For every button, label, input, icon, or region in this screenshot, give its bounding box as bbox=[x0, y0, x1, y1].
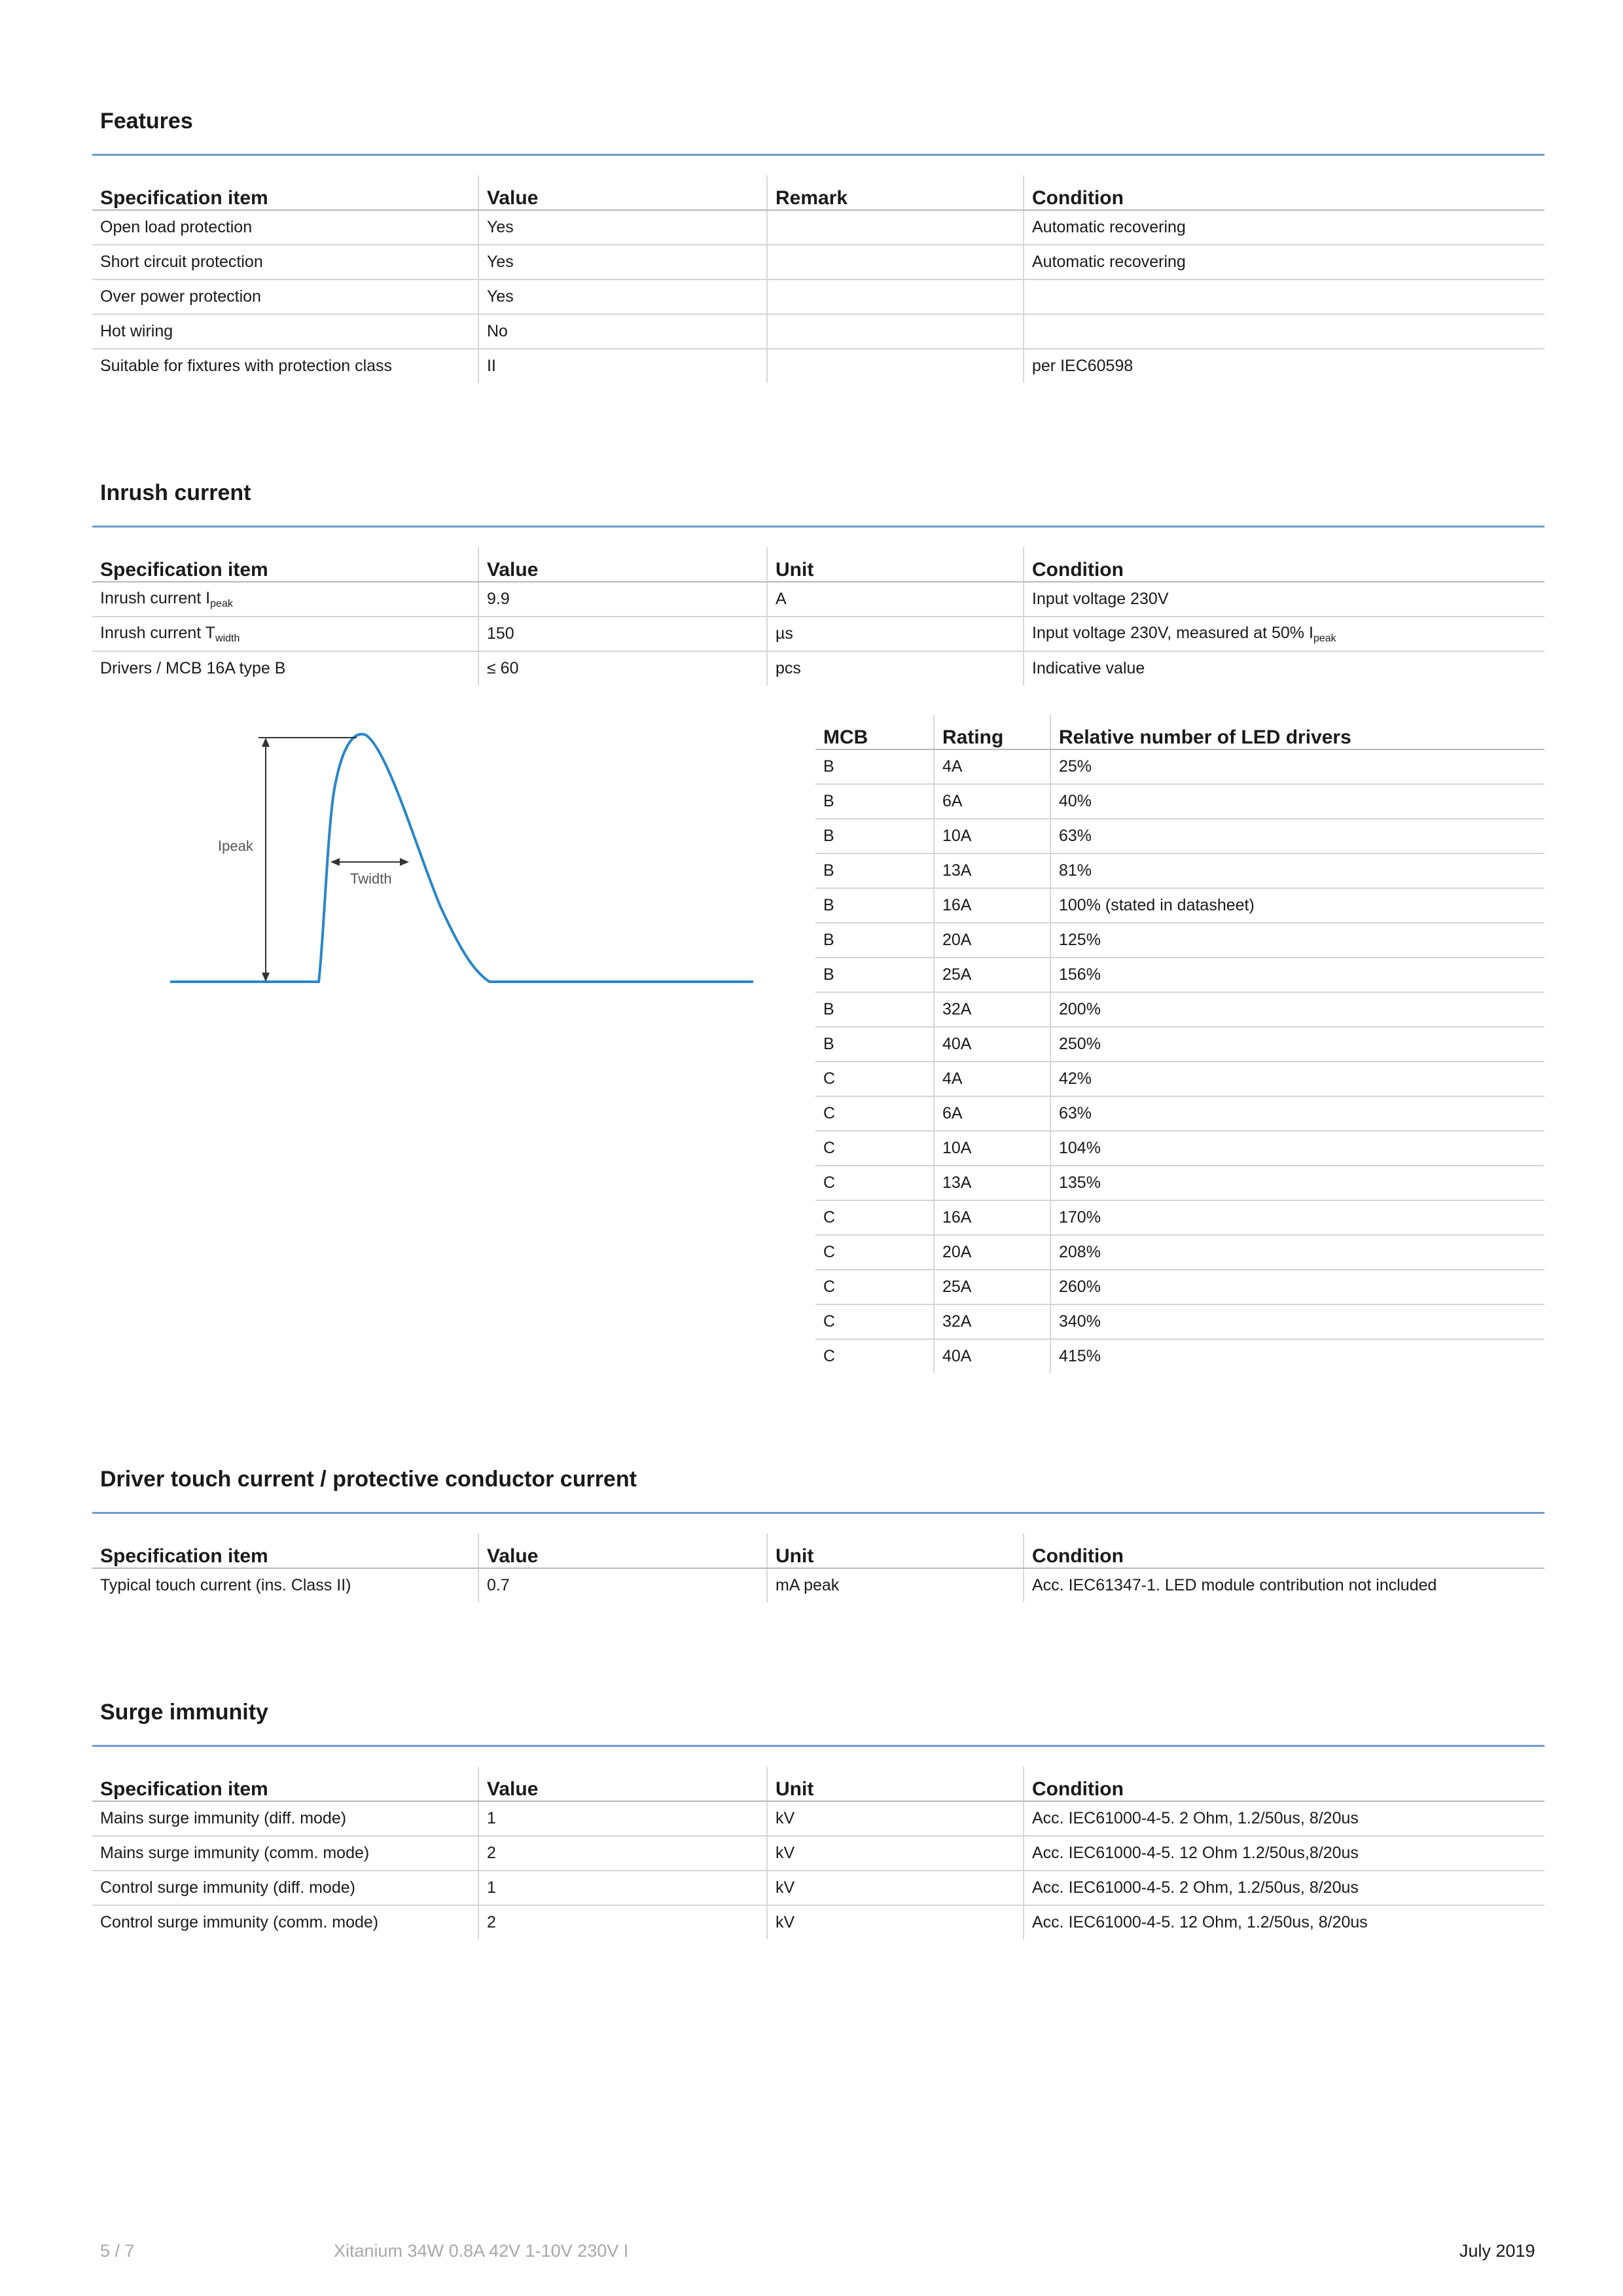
unit-cell: kV bbox=[767, 1905, 1024, 1939]
table-row bbox=[92, 279, 1544, 314]
condition-cell: Acc. IEC61000-4-5. 2 Ohm, 1.2/50us, 8/20us bbox=[1024, 1801, 1544, 1836]
mcb-rating-cell: 20A bbox=[934, 923, 1050, 958]
relative-drivers-cell: 104% bbox=[1050, 1131, 1544, 1166]
spec-item-cell: Open load protection bbox=[92, 210, 478, 245]
inrush-header-value: Value bbox=[478, 547, 767, 582]
relative-drivers-cell: 415% bbox=[1050, 1339, 1544, 1373]
unit-cell: A bbox=[767, 582, 1024, 617]
spec-item-cell-text: Inrush current T bbox=[100, 623, 216, 642]
surge-header-condition: Condition bbox=[1024, 1767, 1544, 1801]
table-row bbox=[815, 1270, 1544, 1304]
remark-cell bbox=[767, 279, 1024, 314]
mcb-type-cell: B bbox=[815, 784, 934, 819]
surge-header-item: Specification item bbox=[92, 1767, 478, 1801]
value-cell: 1 bbox=[478, 1871, 767, 1905]
mcb-rating-cell: 32A bbox=[934, 1304, 1050, 1339]
relative-drivers-cell: 208% bbox=[1050, 1235, 1544, 1270]
mcb-type-cell: B bbox=[815, 992, 934, 1027]
table-row bbox=[92, 617, 1544, 651]
twidth-label: Twidth bbox=[350, 870, 392, 887]
surge-immunity-table bbox=[92, 1767, 1544, 1939]
spec-item-cell: Mains surge immunity (diff. mode) bbox=[92, 1801, 478, 1836]
footer-product-name: Xitanium 34W 0.8A 42V 1-10V 230V I bbox=[334, 2241, 629, 2261]
table-row bbox=[815, 992, 1544, 1027]
touch-current-divider bbox=[92, 1512, 1544, 1514]
relative-drivers-cell: 260% bbox=[1050, 1270, 1544, 1304]
mcb-type-cell: C bbox=[815, 1096, 934, 1131]
remark-cell bbox=[767, 245, 1024, 279]
table-row bbox=[92, 1568, 1544, 1602]
value-cell: 2 bbox=[478, 1905, 767, 1939]
features-divider bbox=[92, 154, 1544, 156]
spec-item-cell bbox=[92, 651, 478, 685]
relative-drivers-cell: 200% bbox=[1050, 992, 1544, 1027]
mcb-header-type: MCB bbox=[815, 715, 934, 749]
table-row bbox=[815, 1062, 1544, 1096]
relative-drivers-cell: 63% bbox=[1050, 819, 1544, 853]
inrush-waveform-curve bbox=[170, 734, 753, 982]
mcb-table bbox=[815, 715, 1544, 1373]
spec-item-cell: Control surge immunity (comm. mode) bbox=[100, 1913, 379, 1931]
spec-item-cell-text: Drivers / MCB 16A type B bbox=[100, 659, 286, 677]
table-row bbox=[92, 314, 1544, 349]
mcb-rating-cell: 20A bbox=[934, 1235, 1050, 1270]
mcb-rating-cell: 40A bbox=[934, 1027, 1050, 1062]
unit-cell: µs bbox=[767, 617, 1024, 651]
condition-cell bbox=[1024, 279, 1544, 314]
value-cell: Yes bbox=[478, 279, 767, 314]
touch-header-condition: Condition bbox=[1024, 1534, 1544, 1568]
value-cell: II bbox=[478, 349, 767, 383]
mcb-rating-cell: 25A bbox=[934, 958, 1050, 992]
surge-header-unit: Unit bbox=[767, 1767, 1024, 1801]
relative-drivers-cell: 156% bbox=[1050, 958, 1544, 992]
relative-drivers-cell: 250% bbox=[1050, 1027, 1544, 1062]
twidth-arrow-head-right bbox=[400, 858, 409, 866]
surge-header-value: Value bbox=[478, 1767, 767, 1801]
unit-cell: kV bbox=[767, 1836, 1024, 1871]
spec-item-cell bbox=[92, 582, 478, 617]
touch-current-table bbox=[92, 1534, 1544, 1602]
condition-cell bbox=[1024, 314, 1544, 349]
mcb-rating-cell: 16A bbox=[934, 1200, 1050, 1235]
unit-cell: pcs bbox=[767, 651, 1024, 685]
value-cell: 1 bbox=[478, 1801, 767, 1836]
mcb-type-cell: B bbox=[815, 888, 934, 923]
table-row bbox=[92, 1905, 1544, 1939]
spec-item-cell: Control surge immunity (diff. mode) bbox=[92, 1871, 478, 1905]
table-row bbox=[815, 853, 1544, 888]
spec-item-cell: Typical touch current (ins. Class II) bbox=[100, 1576, 351, 1594]
table-row bbox=[92, 210, 1544, 245]
mcb-rating-cell: 4A bbox=[934, 749, 1050, 784]
table-row bbox=[815, 749, 1544, 784]
spec-item-cell-text: Inrush current I bbox=[100, 588, 211, 607]
remark-cell bbox=[767, 210, 1024, 245]
surge-immunity-title: Surge immunity bbox=[100, 1700, 268, 1725]
table-row bbox=[92, 245, 1544, 279]
value-cell: No bbox=[478, 314, 767, 349]
surge-immunity-divider bbox=[92, 1745, 1544, 1747]
relative-drivers-cell: 42% bbox=[1050, 1062, 1544, 1096]
spec-item-cell: Hot wiring bbox=[92, 314, 478, 349]
mcb-type-cell: C bbox=[815, 1166, 934, 1200]
value-cell: 9.9 bbox=[478, 582, 767, 617]
relative-drivers-cell: 40% bbox=[1050, 784, 1544, 819]
unit-cell: kV bbox=[767, 1801, 1024, 1836]
inrush-title: Inrush current bbox=[100, 480, 251, 505]
mcb-rating-cell: 10A bbox=[934, 1131, 1050, 1166]
table-row bbox=[815, 819, 1544, 853]
touch-header-unit: Unit bbox=[767, 1534, 1024, 1568]
mcb-rating-cell: 40A bbox=[934, 1339, 1050, 1373]
mcb-rating-cell: 10A bbox=[934, 819, 1050, 853]
condition-cell: Automatic recovering bbox=[1024, 210, 1544, 245]
mcb-rating-cell: 13A bbox=[934, 853, 1050, 888]
inrush-header-unit: Unit bbox=[767, 547, 1024, 582]
spec-item-cell bbox=[92, 617, 478, 651]
relative-drivers-cell: 25% bbox=[1050, 749, 1544, 784]
table-row bbox=[92, 1801, 1544, 1836]
condition-cell: Acc. IEC61000-4-5. 2 Ohm, 1.2/50us, 8/20us bbox=[1024, 1871, 1544, 1905]
mcb-type-cell: B bbox=[815, 749, 934, 784]
ipeak-label: Ipeak bbox=[218, 838, 253, 854]
peak-arrow-head-top bbox=[262, 738, 270, 747]
relative-drivers-cell: 63% bbox=[1050, 1096, 1544, 1131]
table-row bbox=[815, 1027, 1544, 1062]
spec-item-cell-subscript: peak bbox=[210, 598, 233, 609]
table-row bbox=[815, 958, 1544, 992]
inrush-header-item: Specification item bbox=[92, 547, 478, 582]
features-header-item: Specification item bbox=[92, 175, 478, 210]
twidth-arrow-head-left bbox=[330, 858, 340, 866]
spec-item-cell: Suitable for fixtures with protection class bbox=[100, 357, 393, 375]
relative-drivers-cell: 170% bbox=[1050, 1200, 1544, 1235]
value-cell: ≤ 60 bbox=[478, 651, 767, 685]
mcb-type-cell: C bbox=[815, 1235, 934, 1270]
table-row bbox=[815, 1200, 1544, 1235]
table-row bbox=[92, 1871, 1544, 1905]
mcb-rating-cell: 16A bbox=[934, 888, 1050, 923]
condition-cell: per IEC60598 bbox=[1024, 349, 1544, 383]
table-row bbox=[92, 651, 1544, 685]
mcb-type-cell: B bbox=[815, 853, 934, 888]
value-cell: 2 bbox=[478, 1836, 767, 1871]
mcb-type-cell: C bbox=[823, 1347, 836, 1365]
mcb-type-cell: B bbox=[815, 958, 934, 992]
condition-cell-text: Indicative value bbox=[1032, 659, 1145, 677]
mcb-type-cell: C bbox=[815, 1304, 934, 1339]
value-cell: Yes bbox=[478, 210, 767, 245]
mcb-type-cell: C bbox=[815, 1200, 934, 1235]
spec-item-cell: Short circuit protection bbox=[92, 245, 478, 279]
footer-date: July 2019 bbox=[1459, 2241, 1535, 2261]
table-row bbox=[815, 1166, 1544, 1200]
value-cell: Yes bbox=[478, 245, 767, 279]
mcb-header-rating: Rating bbox=[934, 715, 1050, 749]
table-row bbox=[815, 888, 1544, 923]
features-header-remark: Remark bbox=[767, 175, 1024, 210]
features-header-value: Value bbox=[478, 175, 767, 210]
touch-header-item: Specification item bbox=[92, 1534, 478, 1568]
condition-cell bbox=[1024, 582, 1544, 617]
value-cell: 0.7 bbox=[478, 1568, 767, 1602]
relative-drivers-cell: 100% (stated in datasheet) bbox=[1050, 888, 1544, 923]
relative-drivers-cell: 135% bbox=[1050, 1166, 1544, 1200]
condition-cell-text: Input voltage 230V, measured at 50% I bbox=[1032, 623, 1313, 642]
touch-header-value: Value bbox=[478, 1534, 767, 1568]
mcb-rating-cell: 13A bbox=[934, 1166, 1050, 1200]
mcb-type-cell: B bbox=[815, 819, 934, 853]
unit-cell: kV bbox=[767, 1871, 1024, 1905]
remark-cell bbox=[767, 349, 1024, 383]
mcb-type-cell: B bbox=[815, 1027, 934, 1062]
touch-current-title: Driver touch current / protective conductor current bbox=[100, 1467, 637, 1492]
relative-drivers-cell: 81% bbox=[1050, 853, 1544, 888]
mcb-rating-cell: 6A bbox=[934, 1096, 1050, 1131]
mcb-type-cell: C bbox=[815, 1270, 934, 1304]
mcb-type-cell: B bbox=[815, 923, 934, 958]
inrush-waveform-diagram bbox=[167, 723, 756, 998]
remark-cell bbox=[767, 314, 1024, 349]
table-row bbox=[815, 923, 1544, 958]
table-row bbox=[815, 1131, 1544, 1166]
table-row bbox=[815, 1096, 1544, 1131]
mcb-rating-cell: 4A bbox=[934, 1062, 1050, 1096]
mcb-rating-cell: 32A bbox=[934, 992, 1050, 1027]
table-row bbox=[815, 1304, 1544, 1339]
inrush-divider bbox=[92, 526, 1544, 528]
table-row bbox=[92, 582, 1544, 617]
mcb-rating-cell: 25A bbox=[934, 1270, 1050, 1304]
footer-page-number: 5 / 7 bbox=[100, 2241, 135, 2261]
mcb-type-cell: C bbox=[815, 1062, 934, 1096]
mcb-header-relative: Relative number of LED drivers bbox=[1050, 715, 1544, 749]
value-cell: 150 bbox=[478, 617, 767, 651]
spec-item-cell-subscript: width bbox=[215, 632, 240, 644]
inrush-table bbox=[92, 547, 1544, 685]
condition-cell: Acc. IEC61000-4-5. 12 Ohm 1.2/50us,8/20us bbox=[1024, 1836, 1544, 1871]
mcb-rating-cell: 6A bbox=[934, 784, 1050, 819]
table-row bbox=[815, 1339, 1544, 1373]
features-header-condition: Condition bbox=[1024, 175, 1544, 210]
unit-cell: mA peak bbox=[767, 1568, 1024, 1602]
mcb-type-cell: C bbox=[815, 1131, 934, 1166]
condition-cell bbox=[1024, 617, 1544, 651]
table-row bbox=[92, 1836, 1544, 1871]
spec-item-cell: Over power protection bbox=[92, 279, 478, 314]
condition-cell: Acc. IEC61000-4-5. 12 Ohm, 1.2/50us, 8/20us bbox=[1024, 1905, 1544, 1939]
table-row bbox=[92, 349, 1544, 383]
condition-cell: Automatic recovering bbox=[1024, 245, 1544, 279]
condition-cell: Acc. IEC61347-1. LED module contribution not included bbox=[1024, 1568, 1544, 1602]
spec-item-cell: Mains surge immunity (comm. mode) bbox=[92, 1836, 478, 1871]
condition-cell-subscript: peak bbox=[1313, 632, 1336, 644]
relative-drivers-cell: 340% bbox=[1050, 1304, 1544, 1339]
peak-arrow-head-bottom bbox=[262, 973, 270, 982]
features-title: Features bbox=[100, 109, 193, 134]
condition-cell-text: Input voltage 230V bbox=[1032, 590, 1169, 608]
table-row bbox=[815, 1235, 1544, 1270]
relative-drivers-cell: 125% bbox=[1050, 923, 1544, 958]
condition-cell bbox=[1024, 651, 1544, 685]
inrush-header-condition: Condition bbox=[1024, 547, 1544, 582]
table-row bbox=[815, 784, 1544, 819]
features-table bbox=[92, 175, 1544, 383]
